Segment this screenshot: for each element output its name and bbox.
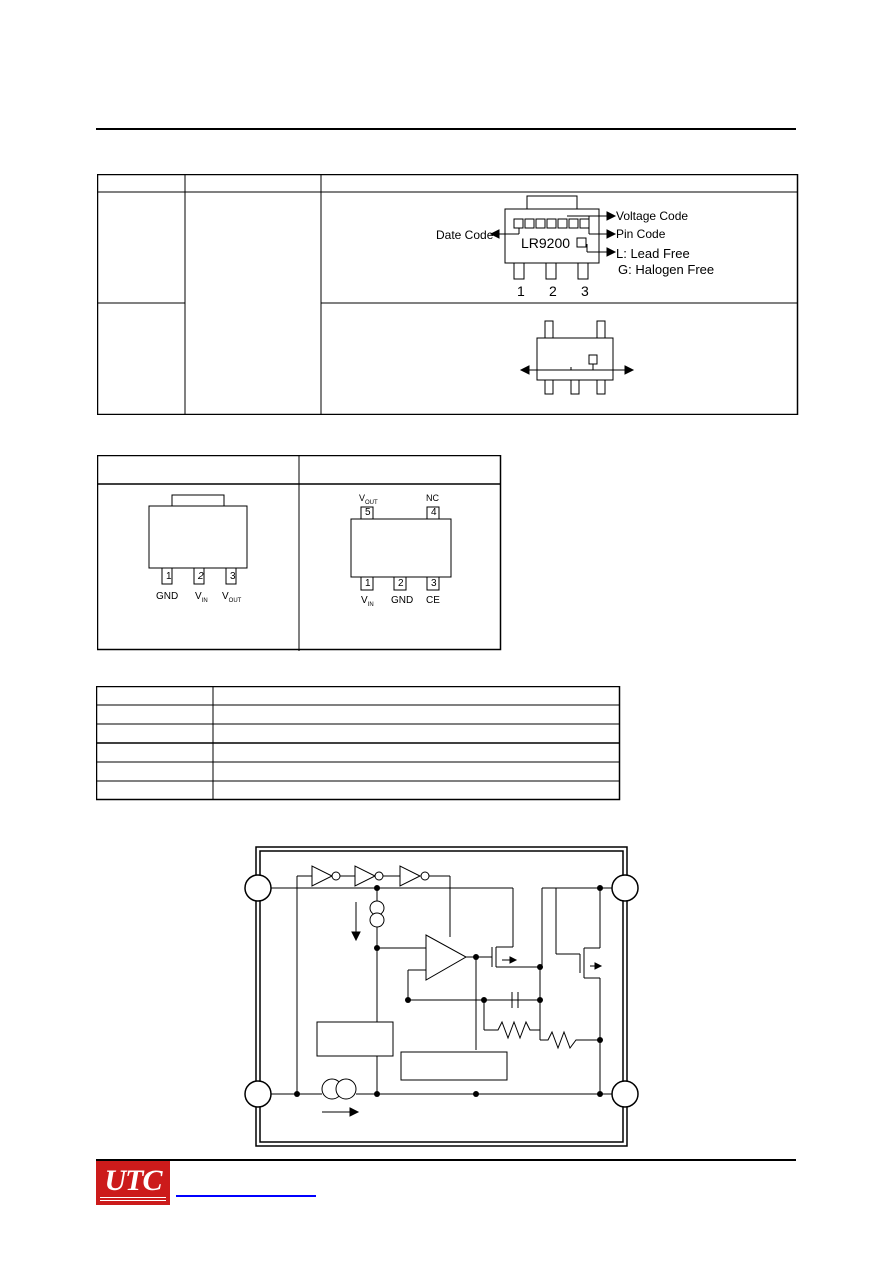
pin-number-3: 3: [581, 283, 589, 299]
marking-table: [97, 174, 799, 415]
lead-free-label: L: Lead Free: [616, 246, 690, 261]
vout-v: V: [222, 591, 229, 602]
sot23-pin-num-1: 1: [365, 578, 371, 589]
vout-sub: OUT: [365, 499, 378, 506]
sot89-pin-num-2: 2: [198, 571, 204, 582]
sot89-pin-name-vout: [222, 591, 241, 604]
voltage-code-label: Voltage Code: [616, 209, 689, 223]
utc-logo-text: UTC: [104, 1164, 162, 1197]
vout-sub: OUT: [228, 598, 242, 604]
pin-code-label: Pin Code: [616, 227, 666, 241]
sot89-pin-name-vin: [195, 591, 208, 604]
sot23-pin-name-ce: CE: [426, 595, 440, 606]
pin-configuration-table: [97, 455, 502, 651]
sot89-pin-num-3: 3: [230, 571, 236, 582]
vin-sub: IN: [201, 598, 208, 604]
vin-v: V: [361, 595, 368, 606]
pin-number-1: 1: [517, 283, 525, 299]
pin-description-table: [96, 686, 622, 802]
logo-line-1: [100, 1197, 166, 1198]
utc-logo: [96, 1161, 170, 1205]
sot23-pin-num-3: 3: [431, 578, 437, 589]
pin-number-2: 2: [549, 283, 557, 299]
halogen-free-label: G: Halogen Free: [618, 262, 715, 277]
sot89-pin-num-1: 1: [166, 571, 172, 582]
sot23-pin-name-gnd: GND: [391, 595, 414, 606]
sot23-5-marking-diagram: [517, 319, 637, 399]
website-link[interactable]: [176, 1195, 316, 1197]
vin-v: V: [195, 591, 202, 602]
date-code-label: Date Code: [436, 228, 494, 242]
part-marking: LR9200: [521, 235, 571, 251]
block-diagram: [240, 842, 640, 1152]
sot89-pin-name-gnd: GND: [156, 591, 179, 602]
vout-v: V: [359, 493, 366, 503]
sot23-pin-num-4: 4: [431, 507, 437, 518]
sot23-pin-name-vin: [361, 595, 374, 608]
vin-sub: IN: [367, 602, 374, 608]
sot23-pin-name-vout: [359, 493, 378, 506]
logo-line-2: [100, 1200, 166, 1201]
footer-rule: [96, 1159, 796, 1161]
sot23-pin-num-2: 2: [398, 578, 404, 589]
sot23-pin-num-5: 5: [365, 507, 371, 518]
sot23-pin-name-nc: NC: [426, 493, 439, 503]
header-rule: [96, 128, 796, 130]
